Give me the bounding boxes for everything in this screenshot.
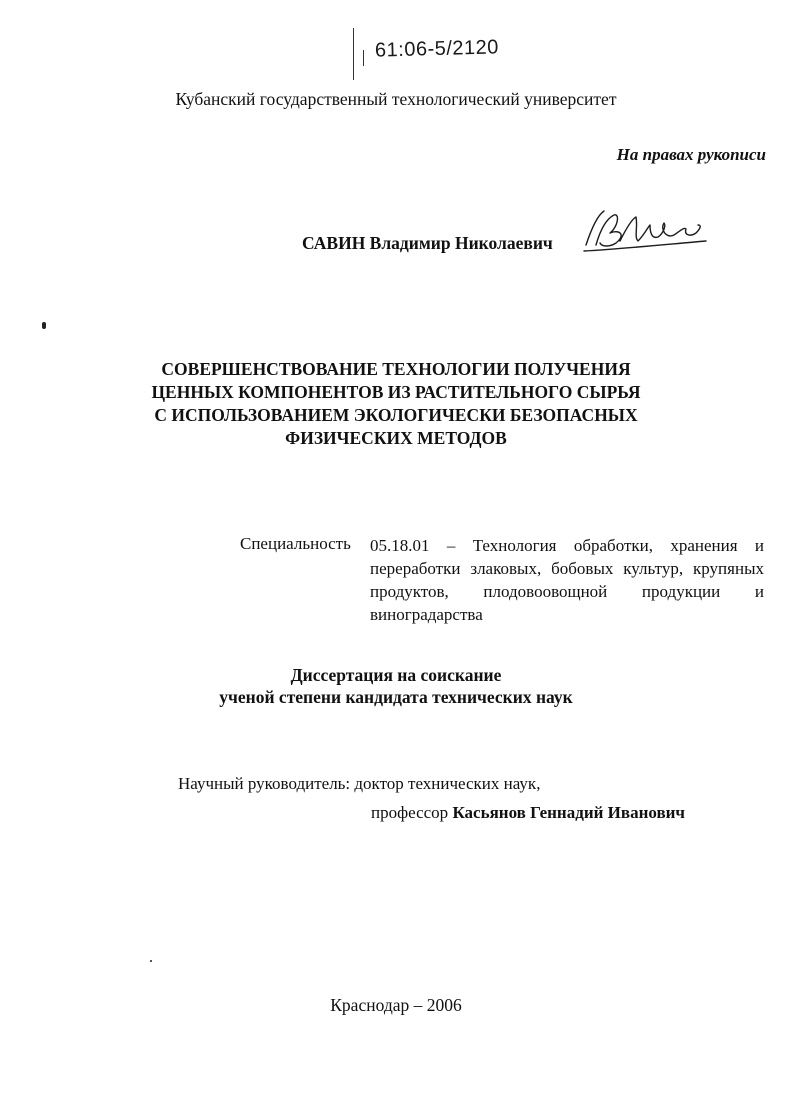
degree-line: Диссертация на соискание xyxy=(290,665,502,685)
advisor-title: профессор xyxy=(371,803,449,822)
place-and-year: Краснодар – 2006 xyxy=(330,995,462,1015)
advisor-line xyxy=(371,803,685,823)
manuscript-note: На правах рукописи xyxy=(616,145,766,164)
scan-speck xyxy=(150,960,152,962)
pencil-mark-right xyxy=(363,50,364,66)
degree-line: ученой степени кандидата технических наук xyxy=(219,687,573,707)
title-line: ЦЕННЫХ КОМПОНЕНТОВ ИЗ РАСТИТЕЛЬНОГО СЫРЬЯ xyxy=(151,382,641,402)
scan-speck xyxy=(42,322,46,329)
degree-statement xyxy=(0,664,792,708)
title-line: ФИЗИЧЕСКИХ МЕТОДОВ xyxy=(285,428,507,448)
specialty-description: 05.18.01 – Технология обработки, хранения и переработки злаковых, бобовых культур, крупяных продуктов, плодовоовощной продукции и виноградарства xyxy=(370,536,764,624)
dissertation-title xyxy=(0,358,792,450)
archive-stamp: 61:06-5/2120 xyxy=(374,36,500,62)
advisor-degree: Научный руководитель: доктор технических наук, xyxy=(178,774,541,793)
signature-image xyxy=(580,205,710,260)
title-line: СОВЕРШЕНСТВОВАНИЕ ТЕХНОЛОГИИ ПОЛУЧЕНИЯ xyxy=(161,359,631,379)
specialty-label: Специальность xyxy=(240,534,351,553)
title-line: С ИСПОЛЬЗОВАНИЕМ ЭКОЛОГИЧЕСКИ БЕЗОПАСНЫХ xyxy=(154,405,638,425)
pencil-mark-left xyxy=(353,28,354,80)
author-name: САВИН Владимир Николаевич xyxy=(302,233,553,253)
university-name: Кубанский государственный технологический университет xyxy=(175,89,617,109)
advisor-name: Касьянов Геннадий Иванович xyxy=(452,803,686,822)
